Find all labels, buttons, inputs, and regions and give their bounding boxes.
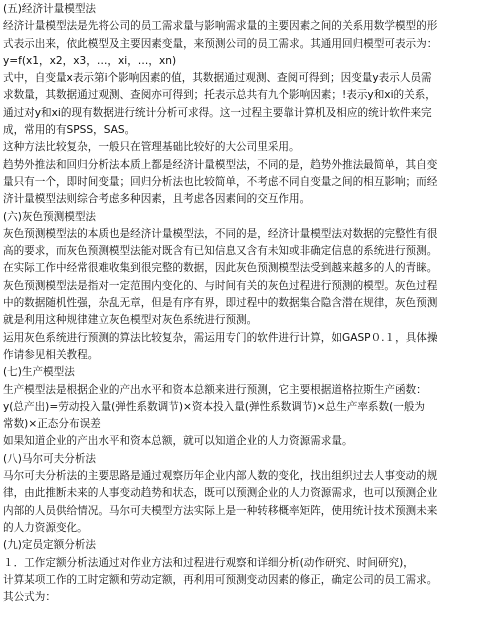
paragraph-line: 马尔可夫分析法的主要思路是通过观察历年企业内部人数的变化，找出组织过去人事变动的规 [3, 470, 438, 483]
paragraph-line: 经济计量模型法是先将公司的员工需求量与影响需求量的主要因素之间的关系用数学模型的形 [3, 20, 438, 33]
paragraph-line: 计算某项工作的工时定额和劳动定额，再利用可预测变动因素的修正，确定公司的员工需求。 [3, 573, 438, 586]
paragraph-line: 内部的人员供给情况。马尔可夫模型方法实际上是一种转移概率矩阵，使用统计技术预测未来 [3, 504, 438, 517]
paragraph-line: 济计量模型法则综合考虑多种因素，且考虑各因素间的交互作用。 [3, 193, 311, 206]
paragraph-line: 就是利用这种规律建立灰色模型对灰色系统进行预测。 [3, 314, 258, 327]
section-heading-markov: (八)马尔可夫分析法 [3, 452, 97, 465]
paragraph-line: 式表示出来，依此模型及主要因素变量，来预测公司的员工需求。其通用回归模型可表示为： [3, 37, 438, 50]
paragraph-line: 这种方法比较复杂，一般只在管理基础比较好的大公司里采用。 [3, 141, 300, 154]
paragraph-line: 在实际工作中经常很难收集到很完整的数据，因此灰色预测模型法受到越来越多的人的青睐。 [3, 262, 438, 275]
paragraph-line: 的人力资源变化。 [3, 521, 88, 534]
paragraph-line: 作请参见相关教程。 [3, 348, 99, 361]
section-heading-grey-prediction: (六)灰色预测模型法 [3, 210, 97, 223]
paragraph-line: 其公式为： [3, 591, 56, 604]
paragraph-line: 式中，自变量x表示第i个影响因素的值，其数据通过观测、查阅可得到；因变量y表示人员需 [3, 72, 432, 85]
paragraph-line: １．工作定额分析法通过对作业方法和过程进行观察和详细分析(动作研究、时间研究)， [3, 556, 414, 569]
section-heading-econometric: (五)经济计量模型法 [3, 3, 97, 15]
paragraph-line: 量只有一个，即时间变量；回归分析法也比较简单，不考虑不同自变量之间的相互影响；而经 [3, 175, 438, 188]
paragraph-line: 如果知道企业的产出水平和资本总额，就可以知道企业的人力资源需求量。 [3, 435, 353, 448]
section-heading-staffing-quota: (九)定员定额分析法 [3, 539, 97, 552]
paragraph-line: 中的数据随机性强，杂乱无章，但是有序有界，即过程中的数据集合隐含潜在规律，灰色预测 [3, 297, 438, 310]
paragraph-line: 律，由此推断未来的人事变动趋势和状态，既可以预测企业的人力资源需求，也可以预测企业 [3, 487, 438, 500]
paragraph-line: 运用灰色系统进行预测的算法比较复杂，需运用专门的软件进行计算，如GASP０.１，具体操 [3, 331, 438, 344]
formula-line: y(总产出)=劳动投入量(弹性系数调节)×资本投入量(弹性系数调节)×总生产率系数(一般为 [3, 400, 426, 413]
formula-line: y=f(x1，x2，x3，…，xi，…，xn) [3, 54, 177, 67]
paragraph-line: 灰色预测模型法是指对一定范围内变化的、与时间有关的灰色过程进行预测的模型。灰色过程 [3, 279, 438, 292]
paragraph-line: 生产模型法是根据企业的产出水平和资本总额来进行预测，它主要根据道格拉斯生产函数： [3, 383, 427, 396]
paragraph-line: 灰色预测模型法的本质也是经济计量模型法，不同的是，经济计量模型法对数据的完整性有很 [3, 227, 438, 240]
section-heading-production-model: (七)生产模型法 [3, 366, 75, 379]
paragraph-line: 成，常用的有SPSS，SAS。 [3, 124, 136, 137]
formula-line: 常数)×正态分布误差 [3, 418, 101, 431]
paragraph-line: 高的要求，而灰色预测模型法能对既含有已知信息又含有未知或非确定信息的系统进行预测。 [3, 245, 438, 258]
paragraph-line: 通过对y和xi的现有数据进行统计分析可求得。这一过程主要靠计算机及相应的统计软件来完 [3, 106, 432, 119]
paragraph-line: 求数量，其数据通过观测、查阅亦可得到；托表示总共有九个影响因素；!表示y和xi的关系， [3, 89, 436, 102]
paragraph-line: 趋势外推法和回归分析法本质上都是经济计量模型法，不同的是，趋势外推法最简单，其自变 [3, 158, 438, 171]
